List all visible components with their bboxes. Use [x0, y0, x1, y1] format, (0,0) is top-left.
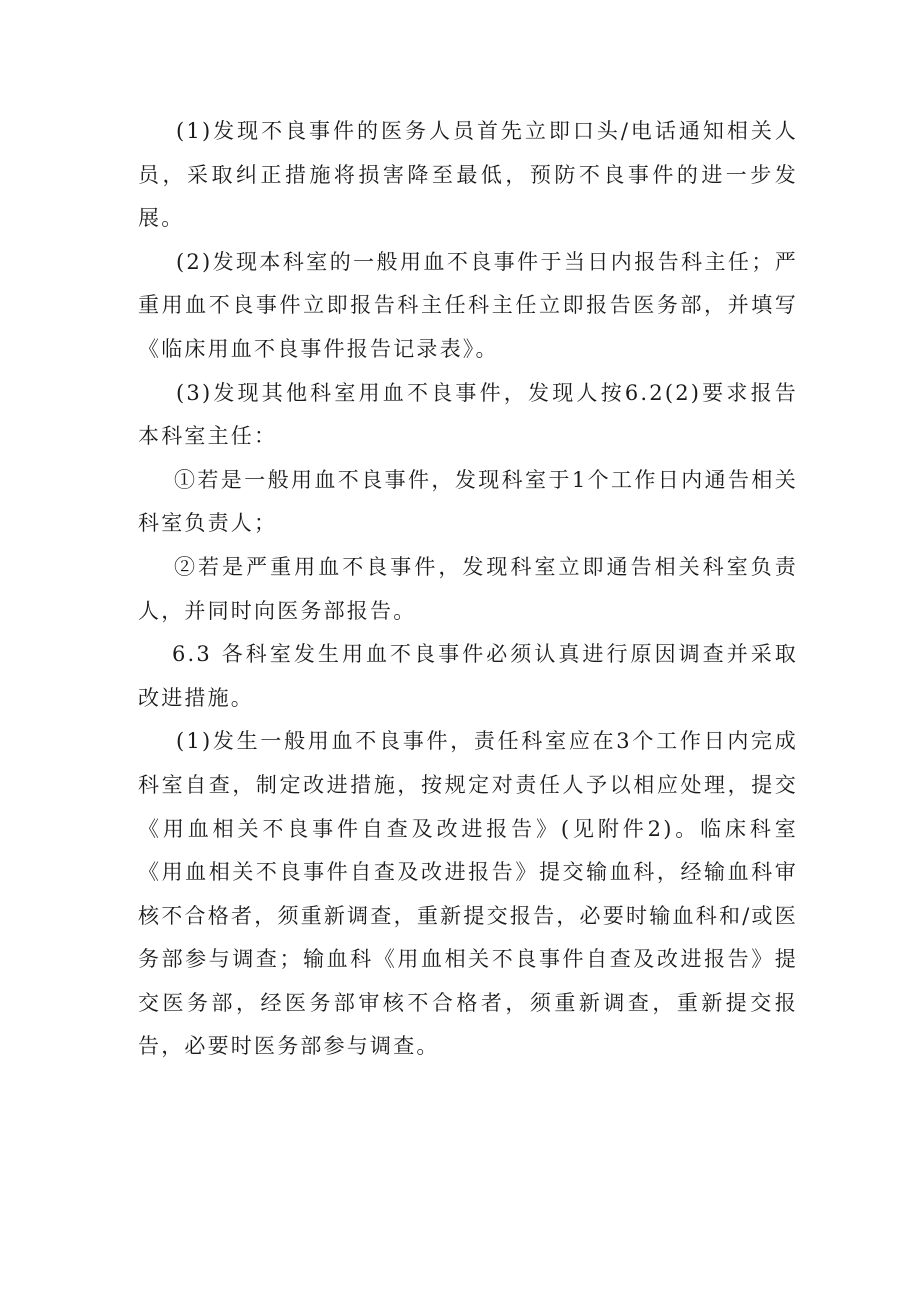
paragraph-immediate-notification: (1)发现不良事件的医务人员首先立即口头/电话通知相关人员，采取纠正措施将损害降至最低，预防不良事件的进一步发展。 [138, 119, 798, 231]
document-body [138, 110, 798, 1069]
section-heading-6-3: 6.3 各科室发生用血不良事件必须认真进行原因调查并采取改进措施。 [138, 642, 798, 710]
paragraph-general-event-notice: ①若是一般用血不良事件，发现科室于1个工作日内通告相关科室负责人； [138, 467, 798, 536]
paragraph-department-report: (2)发现本科室的一般用血不良事件于当日内报告科主任；严重用血不良事件立即报告科主任科主任立即报告医务部，并填写《临床用血不良事件报告记录表》。 [138, 249, 798, 361]
paragraph-serious-event-notice: ②若是严重用血不良事件，发现科室立即通告相关科室负责人，并同时向医务部报告。 [138, 554, 798, 623]
paragraph-self-check-report: (1)发生一般用血不良事件，责任科室应在3个工作日内完成科室自查，制定改进措施，按规定对责任人予以相应处理，提交《用血相关不良事件自查及改进报告》(见附件2)。临床科室《用血相关不良事件自查及改进报告》提交输血科，经输血科审核不合格者，须重新调查，重新提交报告，必要时输血科和/或医务部参与调查；输血科《用血相关不良事件自查及改进报告》提交医务部，经医务部审核不合格者，须重新调查，重新提交报告，必要时医务部参与调查。 [138, 729, 798, 1059]
paragraph-other-department-report: (3)发现其他科室用血不良事件，发现人按6.2(2)要求报告本科室主任： [138, 380, 798, 449]
